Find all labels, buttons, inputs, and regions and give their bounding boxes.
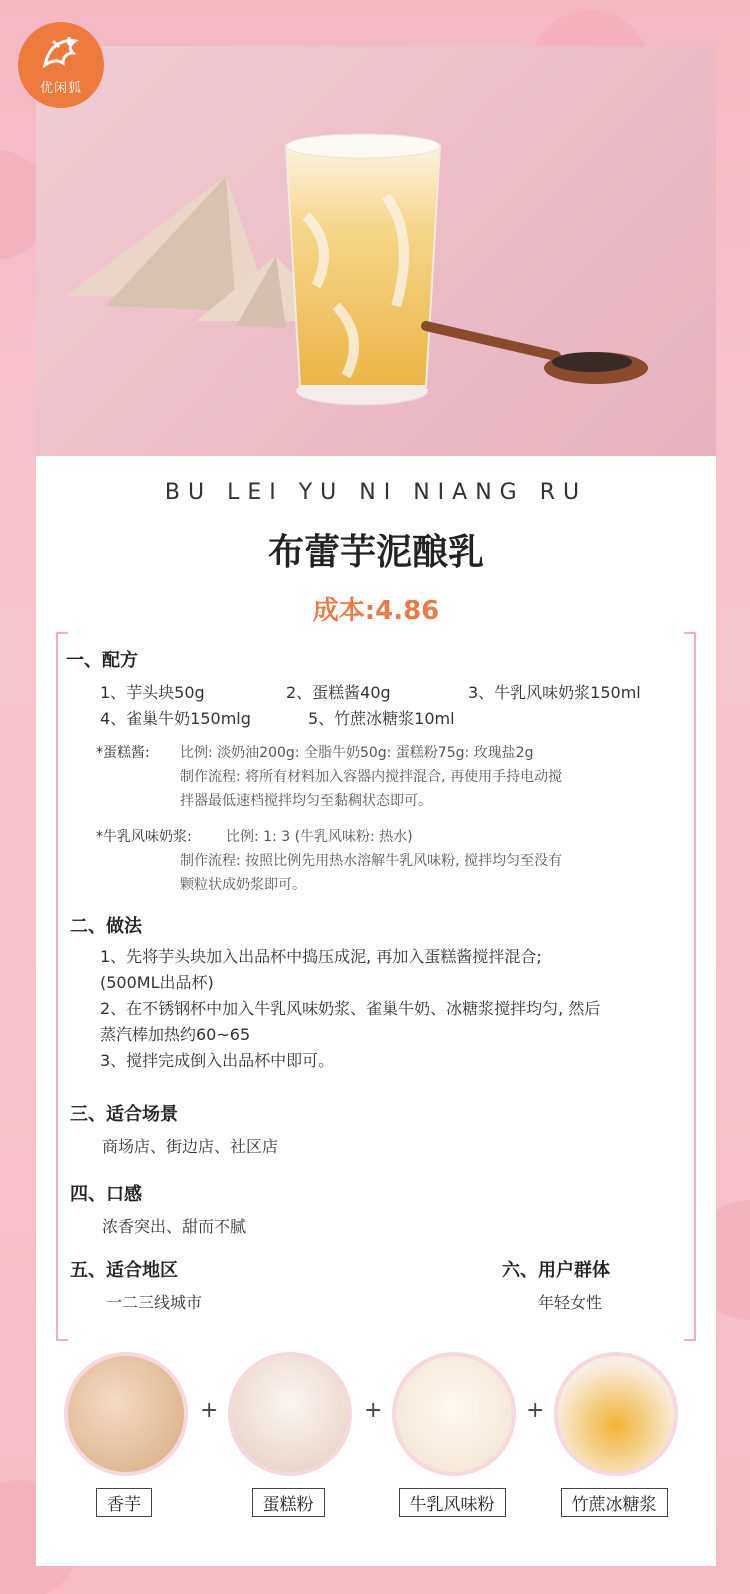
region-text: 一二三线城市 xyxy=(106,1293,203,1312)
ingredient-image xyxy=(554,1352,678,1476)
taste-heading: 四、口感 xyxy=(70,1184,142,1205)
note-label: *牛乳风味奶浆: xyxy=(96,829,192,845)
plus-sign: + xyxy=(526,1398,545,1423)
logo-text: 优闲狐 xyxy=(39,80,82,96)
product-illustration xyxy=(36,46,716,456)
plus-sign: + xyxy=(364,1398,383,1423)
note-line: 比例: 淡奶油200g: 全脂牛奶50g: 蛋糕粉75g: 玫瑰盐2g xyxy=(180,745,534,761)
recipe-card xyxy=(36,46,716,1566)
method-line: 2、在不锈钢杯中加入牛乳风味奶浆、雀巢牛奶、冰糖浆搅拌均匀, 然后 xyxy=(100,999,601,1018)
formula-item: 1、芋头块50g xyxy=(100,683,205,702)
formula-item: 3、牛乳风味奶浆150ml xyxy=(468,683,641,702)
method-line: 3、搅拌完成倒入出品杯中即可。 xyxy=(100,1051,335,1070)
formula-item: 4、雀巢牛奶150mlg xyxy=(100,709,251,728)
method-line: 蒸汽棒加热约60~65 xyxy=(100,1025,251,1044)
formula-heading: 一、配方 xyxy=(66,650,138,671)
method-line: 1、先将芋头块加入出品杯中捣压成泥, 再加入蛋糕酱搅拌混合; xyxy=(100,947,542,966)
ingredient-item xyxy=(228,1352,348,1517)
cost-label: 成本:4.86 xyxy=(312,596,440,626)
ingredient-image xyxy=(228,1352,352,1476)
region-heading: 五、适合地区 xyxy=(70,1260,178,1281)
ingredient-item xyxy=(554,1352,674,1517)
note-line: 制作流程: 按照比例先用热水溶解牛乳风味粉, 搅拌均匀至没有 xyxy=(180,853,563,869)
frame-right xyxy=(684,632,696,1341)
note-line: 比例: 1: 3 (牛乳风味粉: 热水) xyxy=(226,829,413,845)
taste-text: 浓香突出、甜而不腻 xyxy=(102,1217,247,1236)
method-line: (500ML出品杯) xyxy=(100,973,214,992)
scene-heading: 三、适合场景 xyxy=(70,1104,178,1125)
recipe-title: 布蕾芋泥酿乳 xyxy=(262,524,490,575)
drink-photo xyxy=(36,46,716,456)
formula-item: 5、竹蔗冰糖浆10ml xyxy=(308,709,455,728)
title-wrap xyxy=(36,524,716,575)
scene-text: 商场店、街边店、社区店 xyxy=(102,1137,279,1156)
formula-item: 2、蛋糕酱40g xyxy=(286,683,391,702)
ingredient-image xyxy=(392,1352,516,1476)
ingredient-label: 香芋 xyxy=(96,1488,152,1517)
ingredient-label: 蛋糕粉 xyxy=(252,1488,325,1517)
recipe-pinyin: BU LEI YU NI NIANG RU xyxy=(164,480,588,505)
note-line: 制作流程: 将所有材料加入容器内搅拌混合, 再使用手持电动搅 xyxy=(180,769,563,785)
ingredient-item xyxy=(64,1352,184,1517)
frame-left xyxy=(56,632,68,1341)
note-line: 拌器最低速档搅拌均匀至黏稠状态即可。 xyxy=(180,793,432,809)
note-line: 颗粒状成奶浆即可。 xyxy=(180,877,306,893)
ingredient-label: 竹蔗冰糖浆 xyxy=(561,1488,668,1517)
fox-icon xyxy=(39,35,83,73)
method-heading: 二、做法 xyxy=(70,916,142,937)
brand-logo xyxy=(18,22,104,108)
note-label: *蛋糕酱: xyxy=(96,745,150,761)
users-heading: 六、用户群体 xyxy=(502,1260,610,1281)
ingredient-image xyxy=(64,1352,188,1476)
ingredient-label: 牛乳风味粉 xyxy=(399,1488,506,1517)
users-text: 年轻女性 xyxy=(538,1293,603,1312)
plus-sign: + xyxy=(200,1398,219,1423)
ingredient-item xyxy=(392,1352,512,1517)
